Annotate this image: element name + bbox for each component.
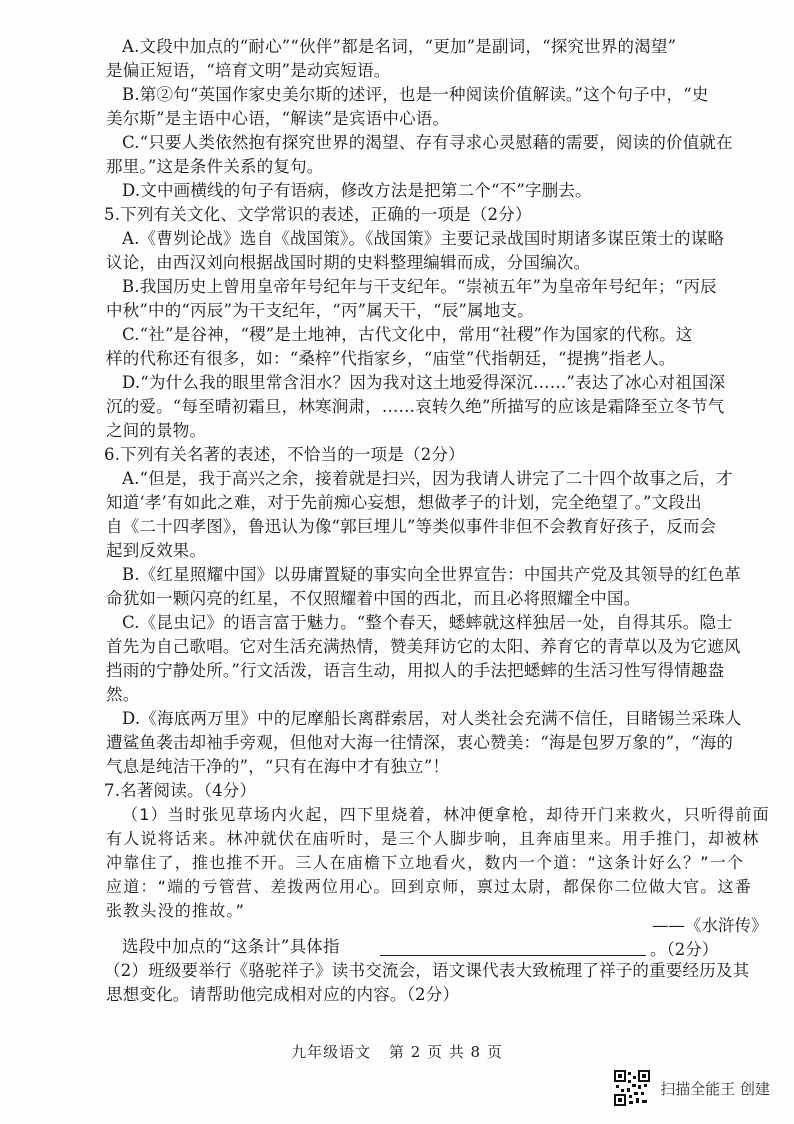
text-line: 遭鲨鱼袭击却袖手旁观，但他对大海一往情深，衷心赞美：“海是包罗万象的”，“海的 [106, 733, 734, 752]
text-line: 那里。”这是条件关系的复句。 [106, 157, 324, 176]
answer-blank[interactable] [380, 955, 646, 956]
text-line: C.“社”是谷神，“稷”是土地神，古代文化中，常用“社稷”作为国家的代称。这 [122, 325, 693, 344]
text-line: 首先为自己歌唱。它对生活充满热情，赞美拜访它的太阳、养育它的青草以及为它遮风 [106, 637, 741, 656]
text-line: A.文段中加点的“耐心”“伙伴”都是名词，“更加”是副词，“探究世界的渴望” [122, 37, 677, 56]
text-line: 挡雨的宁静处所。”行文活泼，语言生动，用拟人的手法把蟋蟀的生活习性写得情趣盎 [106, 661, 725, 680]
text-line: 冲靠住了，推也推不开。三人在庙檐下立地看火，数内一个道：“这条计好么？”一个 [106, 853, 745, 872]
text-line: 气息是纯洁干净的”，“只有在海中才有独立”！ [106, 757, 450, 776]
text-line: 议论，由西汉刘向根据战国时期的史料整理编辑而成，分国编次。 [106, 253, 591, 272]
text-line: 知道‘孝’有如此之难，对于先前痴心妄想，想做孝子的计划，完全绝望了。”文段出 [106, 493, 702, 512]
text-line: A.“但是，我于高兴之余，接着就是扫兴，因为我请人讲完了二十四个故事之后，才 [122, 469, 733, 488]
text-line: 是偏正短语，“培育文明”是动宾短语。 [106, 61, 391, 80]
text-line: 沉的爱。“每至晴初霜旦，林寒涧肃，……哀转久绝”所描写的应该是霜降至立冬节气 [106, 397, 725, 416]
text-line: B.《红星照耀中国》以毋庸置疑的事实向全世界宣告：中国共产党及其领导的红色革 [122, 565, 741, 584]
text-line: （2）班级要举行《骆驼祥子》读书交流会，语文课代表大致梳理了祥子的重要经历及其 [104, 961, 750, 980]
text-line: 美尔斯”是主语中心语，“解读”是宾语中心语。 [106, 109, 450, 128]
text-line: 有人说将话来。林冲就伏在庙听时，是三个人脚步响，且奔庙里来。用手推门，却被林 [106, 829, 760, 848]
text-line: 选段中加点的“这条计”具体指 [122, 937, 340, 956]
page-footer [0, 1041, 794, 1062]
text-line: 应道：“端的亏管营、差拨两位用心。回到京师，禀过太尉，都保你二位做大官。这番 [106, 877, 752, 896]
text-line: 然。 [106, 685, 140, 704]
text-line: 张教头没的推故。” [106, 901, 246, 920]
text-line: （1）当时张见草场内火起，四下里烧着，林冲便拿枪，却待开门来救火，只听得前面 [122, 805, 770, 824]
source-attribution: ——《水浒传》 [652, 916, 768, 935]
text-line: C.《昆虫记》的语言富于魅力。“整个春天，蟋蟀就这样独居一处，自得其乐。隐士 [122, 613, 733, 632]
qr-code-icon [614, 1070, 650, 1106]
text-line: 7.名著阅读。（4分） [104, 781, 257, 800]
text-line: 样的代称还有很多，如：“桑梓”代指家乡，“庙堂”代指朝廷，“提携”指老人。 [106, 349, 676, 368]
text-line: 思想变化。请帮助他完成相对应的内容。（2分） [106, 985, 460, 1004]
footer-subject: 九年级语文 [291, 1043, 372, 1061]
text-line: 起到反效果。 [106, 541, 207, 560]
text-line: 之间的景物。 [106, 421, 207, 440]
text-line: A.《曹刿论战》选自《战国策》。《战国策》主要记录战国时期诸多谋臣策士的谋略 [122, 229, 725, 248]
footer-page-number: 第 2 页 共 8 页 [388, 1043, 503, 1061]
text-line: 6.下列有关名著的表述，不恰当的一项是（2分） [104, 445, 465, 464]
text-line: C.“只要人类依然抱有探究世界的渴望、存有寻求心灵慰藉的需要，阅读的价值就在 [122, 133, 733, 152]
text-line: D.文中画横线的句子有语病，修改方法是把第二个“不”字删去。 [122, 181, 592, 200]
text-line: D.“为什么我的眼里常含泪水？因为我对这土地爱得深沉……”表达了冰心对祖国深 [122, 373, 726, 392]
text-line: 自《二十四孝图》，鲁迅认为像“郭巨埋儿”等类似事件非但不会教育好孩子，反而会 [106, 517, 717, 536]
text-line: B.第②句“英国作家史美尔斯的述评，也是一种阅读价值解读。”这个句子中，“史 [122, 85, 709, 104]
answer-blank-suffix: 。（2分） [650, 940, 719, 959]
text-line: D.《海底两万里》中的尼摩船长离群索居，对人类社会充满不信任，目睹锡兰采珠人 [122, 709, 742, 728]
text-line: 命犹如一颗闪亮的红星，不仅照耀着中国的西北，而且必将照耀全中国。 [106, 589, 641, 608]
scanner-watermark [614, 1070, 770, 1106]
text-line: B.我国历史上曾用皇帝年号纪年与干支纪年。“崇祯五年”为皇帝年号纪年；“丙辰 [122, 277, 717, 296]
watermark-label: 扫描全能王 创建 [660, 1079, 770, 1098]
text-line: 中秋”中的“丙辰”为干支纪年，“丙”属天干，“辰”属地支。 [106, 301, 534, 320]
text-line: 5.下列有关文化、文学常识的表述，正确的一项是（2分） [104, 205, 532, 224]
